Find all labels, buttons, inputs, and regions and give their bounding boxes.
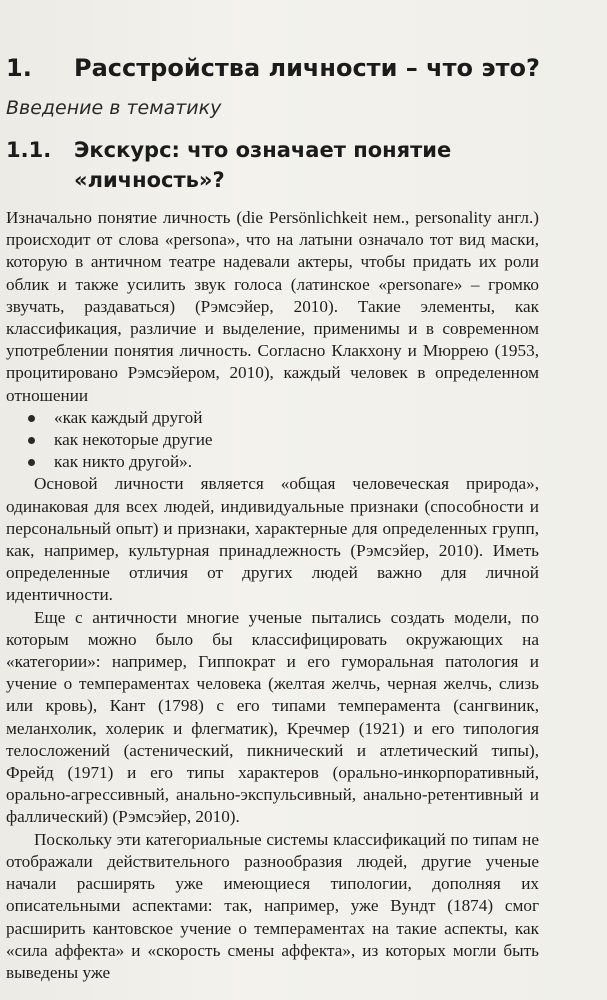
section-title: Расстройства личности – что это? <box>74 54 540 82</box>
paragraph: Основой личности является «общая человеческая природа», одинаковая для всех людей, индивидуальные признаки (способности и персональный опыт) и признаки, характерные для определенных групп, как, например, культурная принадлежность (Рэмсэйер, 2010). Иметь определенные отличия от других людей важно для личной идентичности. <box>6 474 539 605</box>
paragraph: Изначально понятие личность (die Persönlichkeit нем., personality англ.) происходит от слова «persona», что на латыни означало тот вид маски, которую в античном театре надевали актеры, чтобы придать их роли облик и также усилить звук голоса (латинское «personare» – громко звучать, раздаваться) (Рэмсэйер, 2010). Такие элементы, как классификация, различие и выделение, применимы и в современном употреблении понятия личность. Согласно Клакхону и Мюррею (1953, процитировано Рэмсэйером, 2010), каждый человек в определенном отношении <box>6 208 539 405</box>
body-text <box>6 207 539 984</box>
list-item: как никто другой». <box>6 451 539 473</box>
intro-label: Введение в тематику <box>6 97 222 119</box>
subsection-heading <box>6 135 596 195</box>
bullet-list <box>6 407 539 474</box>
section-heading <box>6 54 596 82</box>
subsection-number: 1.1. <box>6 138 52 162</box>
subsection-title: Экскурс: что означает понятие «личность»? <box>74 138 452 192</box>
section-number: 1. <box>6 54 32 82</box>
list-item: как некоторые другие <box>6 429 539 451</box>
paragraph: Еще с античности многие ученые пытались создать модели, по которым можно было бы классифицировать окружающих на «категории»: например, Гиппократ и его гуморальная патология и учение о темпераментах человека (желтая желчь, черная желчь, слизь или кровь), Кант (1798) с его типами темперамента (сангвиник, меланхолик, холерик и флегматик), Кречмер (1921) и его типология телосложений (астенический, пикнический и атлетический типы), Фрейд (1971) и его типы характеров (орально-инкорпоративный, орально-агрессивный, анально-экспульсивный, анально-ретентивный и фаллический) (Рэмсэйер, 2010). <box>6 607 539 827</box>
list-item: «как каждый другой <box>6 407 539 429</box>
paragraph: Поскольку эти категориальные системы классификаций по типам не отображали действительного разнообразия людей, другие ученые начали расширять уже имеющиеся типологии, дополняя их описательными аспектами: так, например, уже Вундт (1874) смог расширить кантовское учение о темпераментах на такие аспекты, как «сила аффекта» и «скорость смены аффекта», из которых могли быть выведены уже <box>6 829 539 982</box>
